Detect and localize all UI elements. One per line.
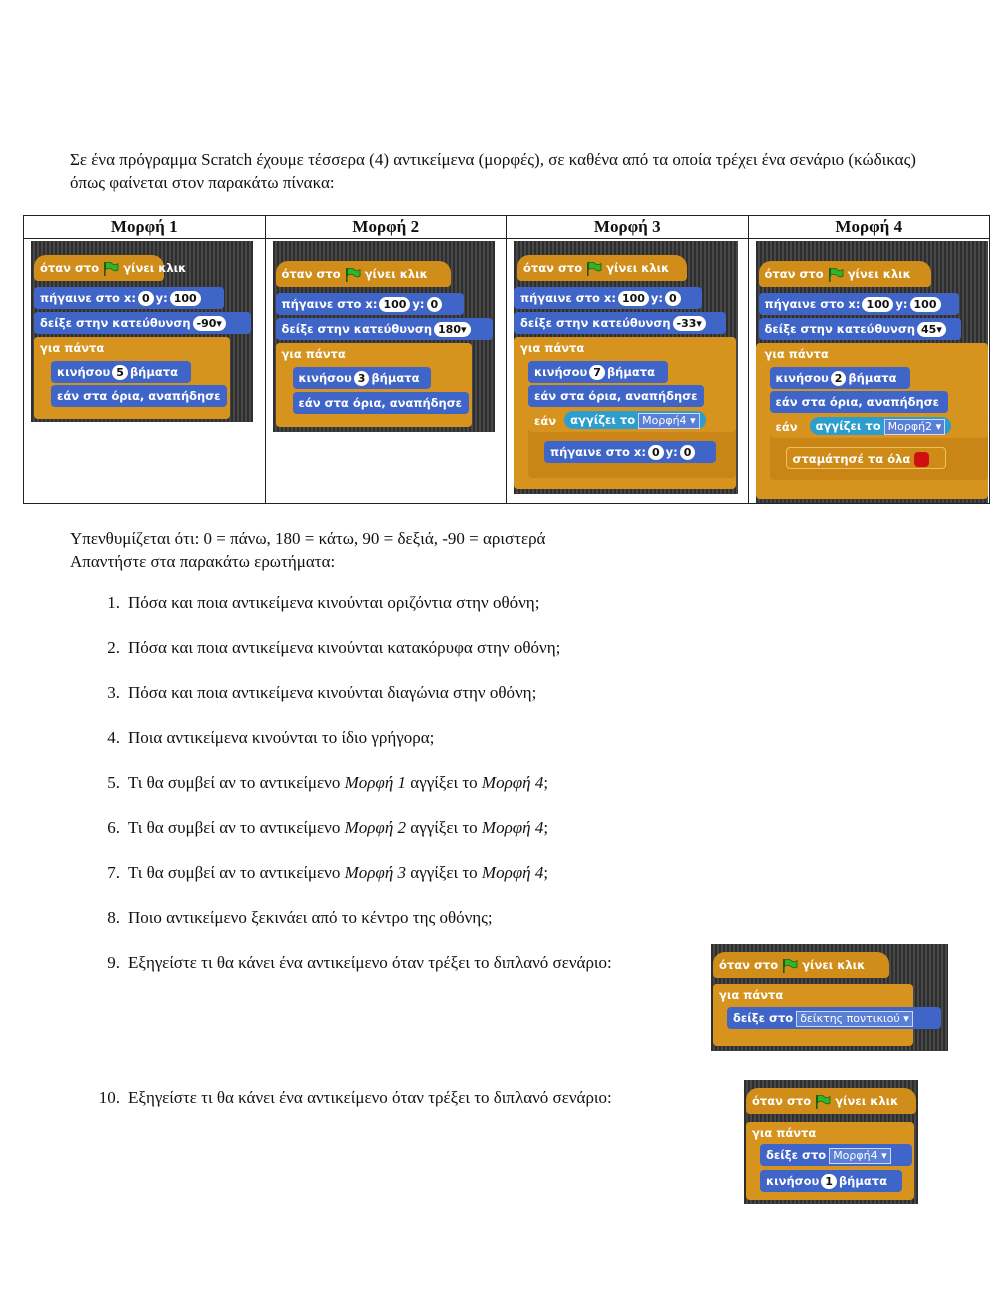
x-value: 0 xyxy=(138,291,154,306)
goto-xy-block xyxy=(759,293,959,315)
towards-target[interactable] xyxy=(829,1148,890,1164)
y-label: y: xyxy=(665,445,678,459)
if-label: εάν xyxy=(775,420,798,434)
towards-target-label: δείκτης ποντικιού xyxy=(800,1011,900,1025)
question-number: 3. xyxy=(107,683,120,702)
question-text-mid: αγγίξει το xyxy=(406,863,482,882)
question-item xyxy=(70,593,970,613)
reminder-line: Υπενθυμίζεται ότι: 0 = πάνω, 180 = κάτω, 90 = δεξιά, -90 = αριστερά xyxy=(70,529,546,548)
question-text: Πόσα και ποια αντικείμενα κινούνται κατακόρυφα στην οθόνη; xyxy=(128,638,561,657)
x-value: 100 xyxy=(618,291,649,306)
dropdown-arrow-icon: ▾ xyxy=(461,323,467,336)
question-number: 10. xyxy=(98,1088,120,1107)
header-sprite-1: Μορφή 1 xyxy=(24,216,266,239)
sprite-name-a: Μορφή 3 xyxy=(344,863,407,882)
goto-label: πήγαινε στο x: xyxy=(520,291,616,305)
touching-label: αγγίζει το xyxy=(570,413,636,427)
bounce-label: εάν στα όρια, αναπήδησε xyxy=(534,389,698,403)
steps-value: 2 xyxy=(831,371,847,386)
clicked-label: γίνει κλικ xyxy=(802,958,866,972)
if-block xyxy=(528,410,736,432)
question-text-end: ; xyxy=(543,863,549,882)
header-sprite-3: Μορφή 3 xyxy=(507,216,749,239)
sprite-name-b: Μορφή 4 xyxy=(481,773,544,792)
move-label: κινήσου xyxy=(775,371,829,385)
reminder xyxy=(70,527,545,573)
question-text-pre: Τι θα συμβεί αν το αντικείμενο xyxy=(128,773,345,792)
question-text: Πόσα και ποια αντικείμενα κινούνται οριζόντια στην οθόνη; xyxy=(128,593,540,612)
question-text-end: ; xyxy=(543,818,549,837)
point-direction-block xyxy=(34,312,251,334)
question-text-mid: αγγίξει το xyxy=(406,773,482,792)
question-number: 9. xyxy=(107,953,120,972)
y-label: y: xyxy=(895,297,908,311)
clicked-label: γίνει κλικ xyxy=(123,261,187,275)
script-sprite-3 xyxy=(514,241,738,494)
script-sprite-2 xyxy=(273,241,495,432)
towards-target-label: Μορφή4 xyxy=(833,1148,878,1162)
clicked-label: γίνει κλικ xyxy=(847,267,911,281)
direction-number: -90 xyxy=(196,317,217,330)
bounce-block xyxy=(51,385,227,407)
green-flag-icon xyxy=(815,1095,831,1109)
steps-value: 5 xyxy=(112,365,128,380)
towards-target[interactable] xyxy=(796,1011,913,1027)
question-item xyxy=(70,683,970,703)
when-flag-block xyxy=(759,261,931,287)
script-sprite-4 xyxy=(756,241,988,503)
bounce-label: εάν στα όρια, αναπήδησε xyxy=(57,389,221,403)
point-direction-block xyxy=(276,318,493,340)
question-text: Εξηγείστε τι θα κάνει ένα αντικείμενο όταν τρέξει το διπλανό σενάριο: xyxy=(128,953,612,972)
touching-target[interactable] xyxy=(638,413,699,429)
direction-value xyxy=(673,316,706,331)
question-text: Ποια αντικείμενα κινούνται το ίδιο γρήγορα; xyxy=(128,728,435,747)
point-towards-block xyxy=(760,1144,912,1166)
goto-label: πήγαινε στο x: xyxy=(550,445,646,459)
move-label: κινήσου xyxy=(766,1174,820,1188)
move-steps-block xyxy=(760,1170,902,1192)
forever-label: για πάντα xyxy=(752,1126,817,1140)
green-flag-icon xyxy=(103,262,119,276)
if-label: εάν xyxy=(534,414,557,428)
forever-label: για πάντα xyxy=(40,341,105,355)
point-dir-label: δείξε στην κατεύθυνση xyxy=(520,316,671,330)
question-number: 1. xyxy=(107,593,120,612)
cell-sprite-3 xyxy=(507,239,749,504)
y-value: 100 xyxy=(170,291,201,306)
when-flag-block xyxy=(276,261,451,287)
steps-label: βήματα xyxy=(129,365,178,379)
forever-block xyxy=(34,337,124,359)
stop-all-block xyxy=(786,447,946,469)
touching-target-label: Μορφή4 xyxy=(642,413,687,427)
goto-xy-block xyxy=(276,293,464,315)
clicked-label: γίνει κλικ xyxy=(606,261,670,275)
point-dir-label: δείξε στην κατεύθυνση xyxy=(281,322,433,336)
move-steps-block xyxy=(528,361,668,383)
green-flag-icon xyxy=(345,268,361,282)
dropdown-arrow-icon: ▾ xyxy=(881,1148,887,1162)
cell-sprite-2 xyxy=(265,239,507,504)
goto-xy-block xyxy=(514,287,702,309)
direction-number: 45 xyxy=(921,323,937,336)
dropdown-arrow-icon: ▾ xyxy=(690,413,696,427)
sprite-name-b: Μορφή 4 xyxy=(481,863,544,882)
question-item xyxy=(70,818,970,838)
clicked-label: γίνει κλικ xyxy=(364,267,428,281)
y-value: 0 xyxy=(665,291,681,306)
x-value: 0 xyxy=(648,445,664,460)
direction-number: -33 xyxy=(676,317,697,330)
forever-block xyxy=(759,343,851,365)
question-text-pre: Τι θα συμβεί αν το αντικείμενο xyxy=(128,818,345,837)
when-label: όταν στο xyxy=(764,267,824,281)
green-flag-icon xyxy=(782,959,798,973)
cell-sprite-4 xyxy=(748,239,990,504)
when-flag-block xyxy=(746,1088,916,1114)
move-steps-block xyxy=(51,361,191,383)
direction-number: 180 xyxy=(438,323,461,336)
sprites-table xyxy=(23,215,990,504)
x-value: 100 xyxy=(379,297,410,312)
question-item xyxy=(70,728,970,748)
steps-label: βήματα xyxy=(848,371,897,385)
forever-label: για πάντα xyxy=(764,347,829,361)
when-label: όταν στο xyxy=(523,261,583,275)
steps-value: 1 xyxy=(821,1174,837,1189)
sprite-name-a: Μορφή 1 xyxy=(344,773,407,792)
steps-label: βήματα xyxy=(606,365,655,379)
forever-label: για πάντα xyxy=(281,347,346,361)
y-label: y: xyxy=(412,297,425,311)
bounce-label: εάν στα όρια, αναπήδησε xyxy=(298,396,463,410)
question-number: 5. xyxy=(107,773,120,792)
when-label: όταν στο xyxy=(719,958,779,972)
dropdown-arrow-icon: ▾ xyxy=(936,323,942,336)
y-value: 100 xyxy=(910,297,941,312)
point-towards-label: δείξε στο xyxy=(733,1011,794,1025)
direction-value xyxy=(193,316,226,331)
point-towards-block xyxy=(727,1007,941,1029)
point-dir-label: δείξε στην κατεύθυνση xyxy=(40,316,191,330)
stop-all-label: σταμάτησέ τα όλα xyxy=(792,452,911,466)
forever-block xyxy=(746,1122,842,1144)
green-flag-icon xyxy=(828,268,844,282)
y-label: y: xyxy=(650,291,664,305)
point-direction-block xyxy=(759,318,961,340)
cell-sprite-1 xyxy=(24,239,266,504)
dropdown-arrow-icon: ▾ xyxy=(216,317,222,330)
forever-label: για πάντα xyxy=(520,341,585,355)
clicked-label: γίνει κλικ xyxy=(835,1094,899,1108)
when-label: όταν στο xyxy=(752,1094,812,1108)
question-text-pre: Τι θα συμβεί αν το αντικείμενο xyxy=(128,863,345,882)
goto-label: πήγαινε στο x: xyxy=(764,297,861,311)
y-value: 0 xyxy=(680,445,696,460)
touching-label: αγγίζει το xyxy=(815,419,881,433)
direction-value xyxy=(917,322,946,337)
goto-label: πήγαινε στο x: xyxy=(40,291,136,305)
question-text: Ποιο αντικείμενο ξεκινάει από το κέντρο της οθόνης; xyxy=(128,908,493,927)
script-question-10 xyxy=(744,1080,918,1204)
stop-sign-icon xyxy=(914,452,929,467)
point-direction-block xyxy=(514,312,726,334)
question-number: 2. xyxy=(107,638,120,657)
dropdown-arrow-icon: ▾ xyxy=(696,317,702,330)
forever-block xyxy=(713,984,811,1006)
question-number: 6. xyxy=(107,818,120,837)
steps-value: 7 xyxy=(589,365,605,380)
question-text-mid: αγγίξει το xyxy=(406,818,482,837)
move-steps-block xyxy=(293,367,431,389)
touching-target-label: Μορφή2 xyxy=(887,419,933,433)
instructions-line: Απαντήστε στα παρακάτω ερωτήματα: xyxy=(70,552,336,571)
question-item xyxy=(70,773,970,793)
question-number: 8. xyxy=(107,908,120,927)
touching-block xyxy=(810,417,951,435)
when-label: όταν στο xyxy=(40,261,100,275)
steps-label: βήματα xyxy=(371,371,420,385)
bounce-label: εάν στα όρια, αναπήδησε xyxy=(775,395,940,409)
question-item xyxy=(70,863,970,883)
goto-xy-block xyxy=(34,287,224,309)
question-text-end: ; xyxy=(543,773,549,792)
dropdown-arrow-icon: ▾ xyxy=(935,419,942,433)
touching-target[interactable] xyxy=(884,419,945,435)
goto-xy-block xyxy=(544,441,716,463)
question-number: 4. xyxy=(107,728,120,747)
when-flag-block xyxy=(34,255,187,281)
sprite-name-a: Μορφή 2 xyxy=(344,818,407,837)
question-item xyxy=(70,638,970,658)
touching-block xyxy=(564,411,705,429)
header-sprite-4: Μορφή 4 xyxy=(748,216,990,239)
header-sprite-2: Μορφή 2 xyxy=(265,216,507,239)
when-flag-block xyxy=(713,952,889,978)
green-flag-icon xyxy=(586,262,602,276)
question-number: 7. xyxy=(107,863,120,882)
dropdown-arrow-icon: ▾ xyxy=(903,1011,909,1025)
question-text: Εξηγείστε τι θα κάνει ένα αντικείμενο όταν τρέξει το διπλανό σενάριο: xyxy=(128,1088,612,1107)
forever-block xyxy=(276,343,371,365)
point-towards-label: δείξε στο xyxy=(766,1148,827,1162)
move-steps-block xyxy=(770,367,910,389)
move-label: κινήσου xyxy=(534,365,588,379)
bounce-block xyxy=(770,391,948,413)
question-item xyxy=(70,908,970,928)
steps-label: βήματα xyxy=(838,1174,887,1188)
bounce-block xyxy=(528,385,704,407)
steps-value: 3 xyxy=(354,371,370,386)
move-label: κινήσου xyxy=(298,371,352,385)
when-flag-block xyxy=(517,255,687,281)
script-sprite-1 xyxy=(31,241,253,422)
y-label: y: xyxy=(155,291,168,305)
if-block xyxy=(770,416,988,438)
intro-paragraph: Σε ένα πρόγραμμα Scratch έχουμε τέσσερα (4) αντικείμενα (μορφές), σε καθένα από τα οποία τρέχει ένα σενάριο (κώδικας) όπως φαίνεται στον παρακάτω πίνακα: xyxy=(70,150,916,192)
y-value: 0 xyxy=(427,297,443,312)
forever-label: για πάντα xyxy=(719,988,784,1002)
script-question-9 xyxy=(711,944,948,1051)
sprite-name-b: Μορφή 4 xyxy=(481,818,544,837)
bounce-block xyxy=(293,392,469,414)
when-label: όταν στο xyxy=(281,267,341,281)
goto-label: πήγαινε στο x: xyxy=(281,297,378,311)
forever-block xyxy=(514,337,602,359)
x-value: 100 xyxy=(862,297,893,312)
move-label: κινήσου xyxy=(57,365,111,379)
direction-value xyxy=(434,322,471,337)
point-dir-label: δείξε στην κατεύθυνση xyxy=(764,322,916,336)
question-text: Πόσα και ποια αντικείμενα κινούνται διαγώνια στην οθόνη; xyxy=(128,683,537,702)
